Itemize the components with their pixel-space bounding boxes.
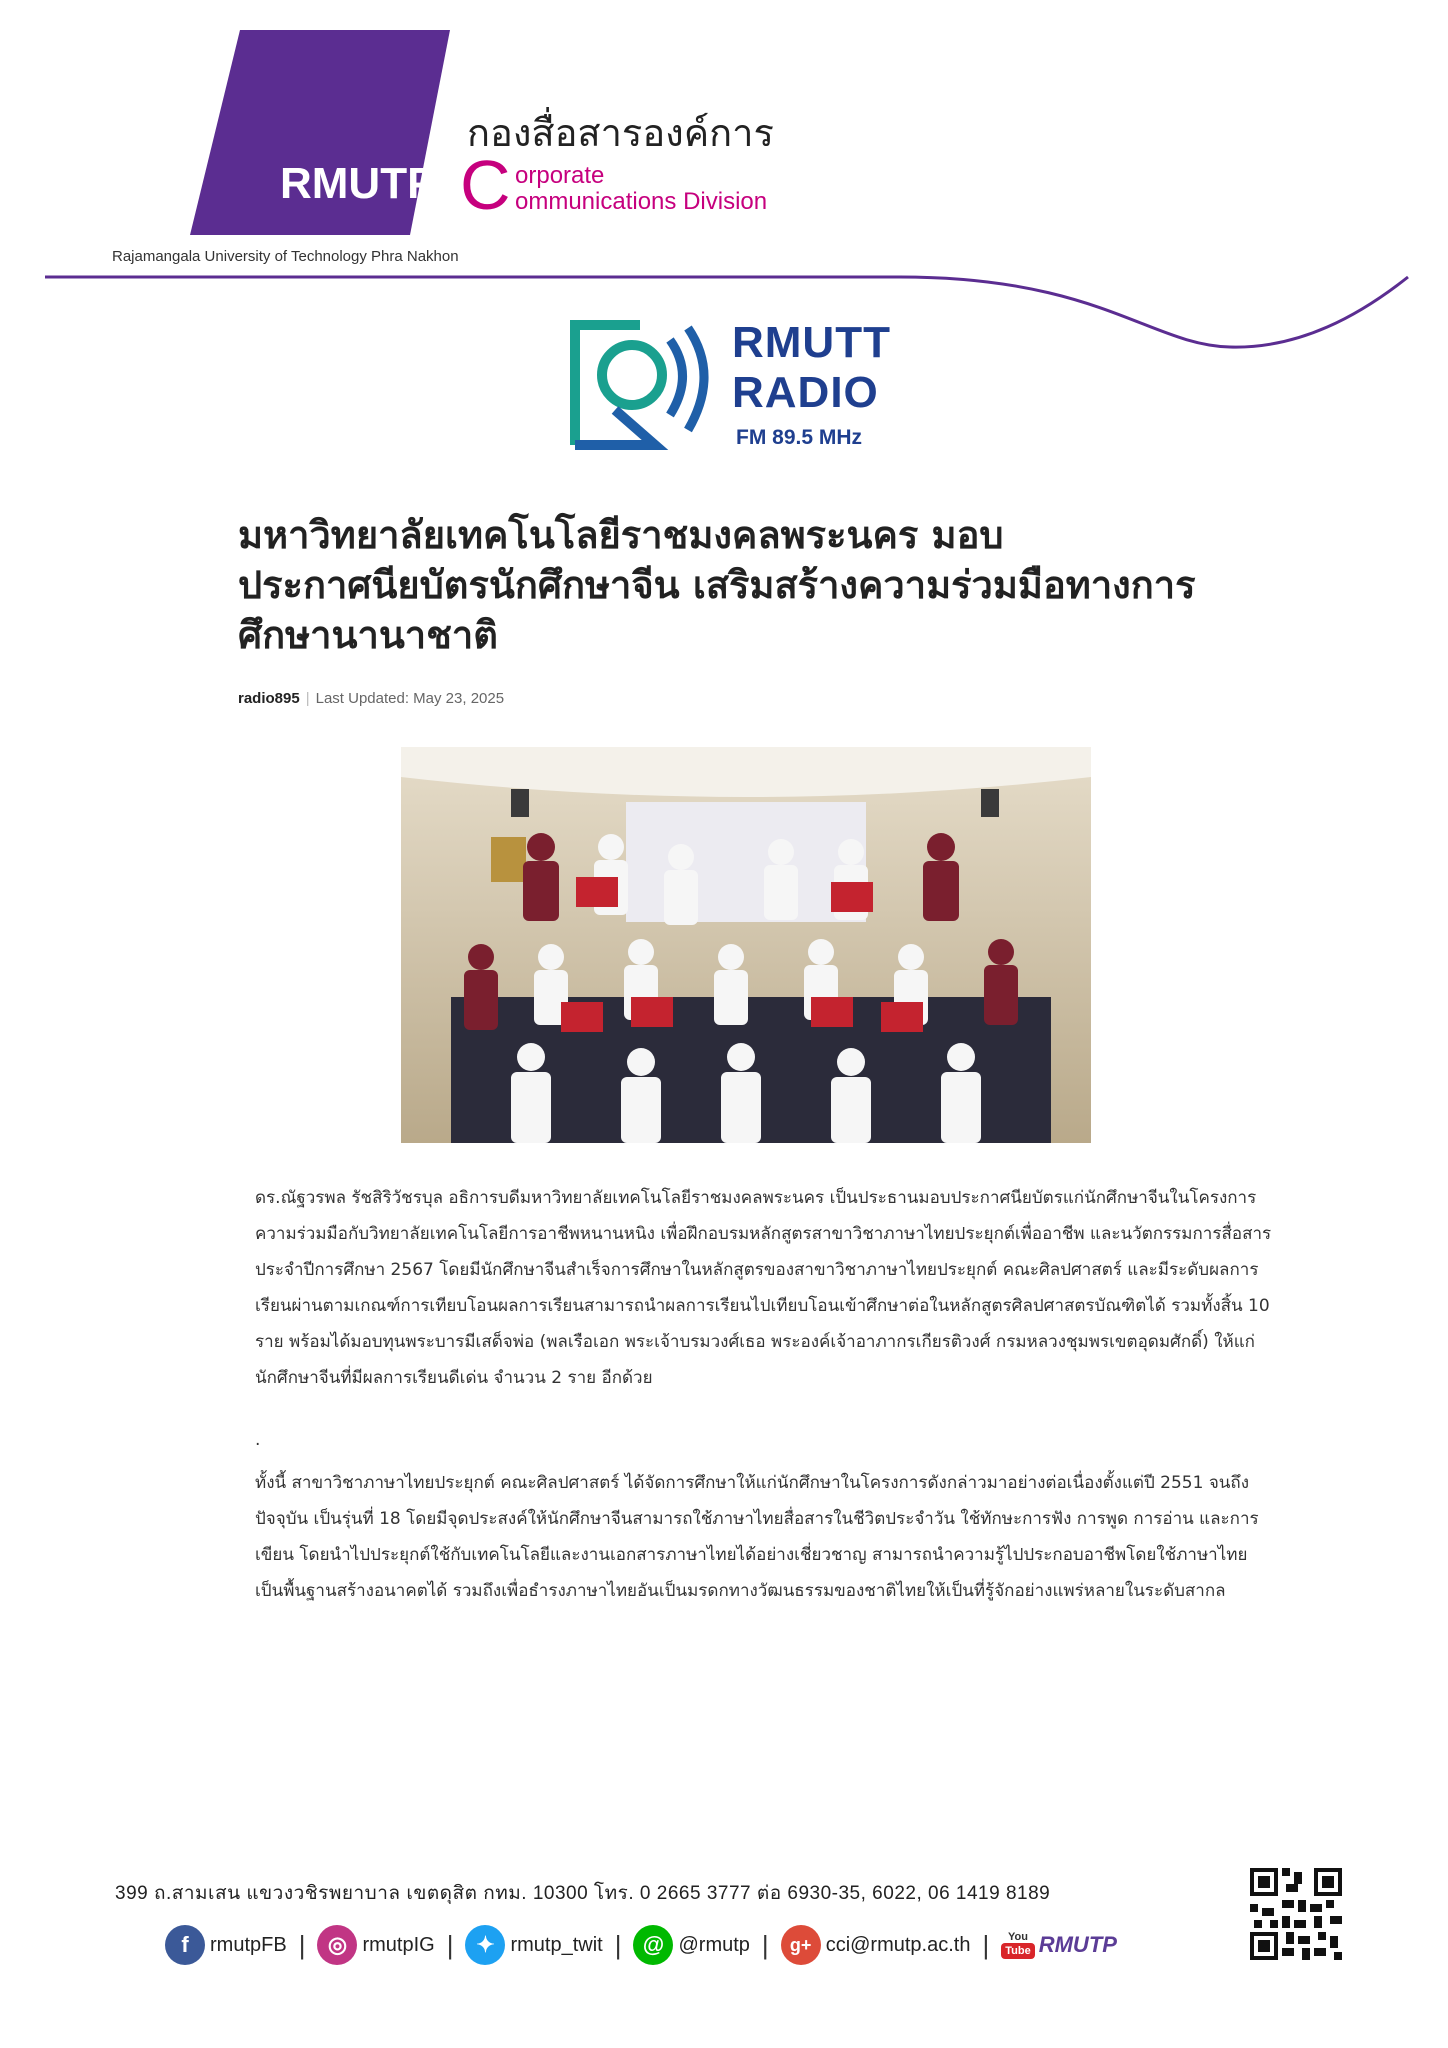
header-curve-divider: [0, 255, 1448, 355]
radio-name-line-2: RADIO: [732, 368, 879, 417]
social-google-plus[interactable]: [781, 1925, 971, 1965]
facebook-label: rmutpFB: [210, 1933, 287, 1956]
social-twitter[interactable]: [465, 1925, 602, 1965]
line-label: @rmutp: [678, 1933, 750, 1956]
article-photo: [401, 747, 1091, 1143]
google-plus-icon: g+: [781, 1925, 821, 1965]
radio-frequency: FM 89.5 MHz: [736, 426, 863, 449]
youtube-you-text: You: [1008, 1931, 1028, 1943]
paragraph-separator: .: [255, 1430, 261, 1450]
radio-logo-icon: [570, 320, 720, 450]
rmutp-logo-text: RMUTP: [280, 159, 437, 208]
meta-separator: |: [305, 690, 310, 707]
division-line-1: orporate: [515, 162, 605, 189]
social-links: [165, 1922, 1117, 1968]
article-title: มหาวิทยาลัยเทคโนโลยีราชมงคลพระนคร มอบประกาศนียบัตรนักศึกษาจีน เสริมสร้างความร่วมมือทางการศึกษานานาชาติ: [238, 513, 1196, 657]
qr-code-icon: [1250, 1868, 1342, 1960]
instagram-label: rmutpIG: [362, 1933, 435, 1956]
social-youtube[interactable]: [1001, 1931, 1117, 1959]
instagram-icon: ◎: [317, 1925, 357, 1965]
division-initial: C: [460, 146, 511, 224]
social-divider: |: [614, 1929, 622, 1960]
rmutp-logo: [190, 30, 450, 235]
article-updated-date: Last Updated: May 23, 2025: [315, 690, 505, 707]
line-icon: @: [633, 1925, 673, 1965]
radio-name-line-1: RMUTT: [732, 318, 891, 367]
division-line-2: ommunications Division: [515, 188, 768, 215]
social-facebook[interactable]: [165, 1925, 287, 1965]
youtube-icon: [1001, 1931, 1034, 1959]
twitter-label: rmutp_twit: [510, 1933, 603, 1956]
google-plus-label: cci@rmutp.ac.th: [825, 1933, 971, 1956]
social-divider: |: [298, 1929, 306, 1960]
social-line[interactable]: [633, 1925, 749, 1965]
social-divider: |: [446, 1929, 454, 1960]
article-paragraph-1: ดร.ณัฐวรพล รัชสิริวัชรบุล อธิการบดีมหาวิทยาลัยเทคโนโลยีราชมงคลพระนคร เป็นประธานมอบประกาศนียบัตรแก่นักศึกษาจีนในโครงการความร่วมมือกับวิทยาลัยเทคโนโลยีการอาชีพหนานหนิง เพื่อฝึกอบรมหลักสูตรสาขาวิชาภาษาไทยประยุกต์เพื่ออาชีพ และนวัตกรรมการสื่อสาร ประจำปีการศึกษา 2567 โดยมีนักศึกษาจีนสำเร็จการศึกษาในหลักสูตรของสาขาวิชาภาษาไทยประยุกต์ คณะศิลปศาสตร์ และมีระดับผลการเรียนผ่านตามเกณฑ์การเทียบโอนผลการเรียนสามารถนำผลการเรียนไปเทียบโอนเข้าศึกษาต่อในหลักสูตรศิลปศาสตรบัณฑิตได้ รวมทั้งสิ้น 10 ราย พร้อมได้มอบทุนพระบารมีเสด็จพ่อ (พลเรือเอก พระเจ้าบรมวงศ์เธอ พระองค์เจ้าอาภากรเกียรติวงศ์ กรมหลวงชุมพรเขตอุดมศักดิ์) ให้แก่นักศึกษาจีนที่มีผลการเรียนดีเด่น จำนวน 2 ราย อีกด้วย: [255, 1188, 1272, 1388]
youtube-tube-text: Tube: [1001, 1943, 1034, 1959]
article-paragraph-2: ทั้งนี้ สาขาวิชาภาษาไทยประยุกต์ คณะศิลปศาสตร์ ได้จัดการศึกษาให้แก่นักศึกษาในโครงการดังกล่าวมาอย่างต่อเนื่องตั้งแต่ปี 2551 จนถึงปัจจุบัน เป็นรุ่นที่ 18 โดยมีจุดประสงค์ให้นักศึกษาจีนสามารถใช้ภาษาไทยสื่อสารในชีวิตประจำวัน ใช้ทักษะการฟัง การพูด การอ่าน และการเขียน โดยนำไปประยุกต์ใช้กับเทคโนโลยีและงานเอกสารภาษาไทยได้อย่างเชี่ยวชาญ สามารถนำความรู้ไปประกอบอาชีพโดยใช้ภาษาไทยเป็นพื้นฐานสร้างอนาคตได้ รวมถึงเพื่อธำรงภาษาไทยอันเป็นมรดกทางวัฒนธรรมของชาติไทยให้เป็นที่รู้จักอย่างแพร่หลายในระดับสากล: [255, 1473, 1259, 1601]
university-name: Rajamangala University of Technology Phra Nakhon: [112, 248, 459, 265]
article-meta: [238, 690, 504, 707]
twitter-icon: ✦: [465, 1925, 505, 1965]
facebook-icon: f: [165, 1925, 205, 1965]
social-divider: |: [982, 1929, 990, 1960]
youtube-label: RMUTP: [1038, 1932, 1117, 1957]
footer-address: 399 ถ.สามเสน แขวงวชิรพยาบาล เขตดุสิต กทม. 10300 โทร. 0 2665 3777 ต่อ 6930-35, 6022, 06 1419 8189: [115, 1883, 1051, 1904]
article-author[interactable]: radio895: [238, 690, 300, 707]
social-instagram[interactable]: [317, 1925, 434, 1965]
division-thai-name: กองสื่อสารองค์การ: [467, 113, 774, 155]
social-divider: |: [761, 1929, 769, 1960]
